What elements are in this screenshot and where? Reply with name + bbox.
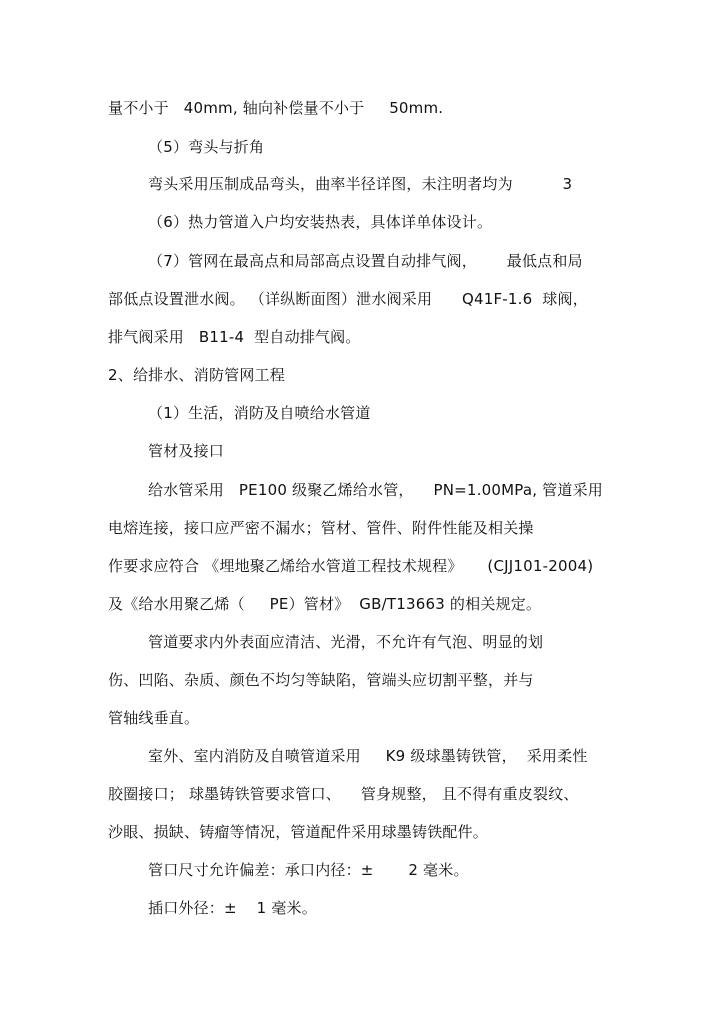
text-line: 排气阀采用 B11-4 型自动排气阀。 — [108, 328, 361, 346]
section-heading: （7）管网在最高点和局部高点设置自动排气阀， 最低点和局 — [148, 252, 583, 270]
text-line: 管道要求内外表面应清洁、光滑，不允许有气泡、明显的划 — [148, 633, 544, 651]
subheading: 管材及接口 — [148, 442, 225, 460]
section-title: 2、给排水、消防管网工程 — [108, 366, 285, 384]
section-heading: （1）生活，消防及自喷给水管道 — [148, 404, 371, 422]
text-line: 及《给水用聚乙烯（ PE）管材》 GB/T13663 的相关规定。 — [108, 595, 542, 613]
text-line: 伤、凹陷、杂质、颜色不均匀等缺陷，管端头应切割平整，并与 — [108, 671, 534, 689]
text-line: 管轴线垂直。 — [108, 709, 200, 727]
text-line: 给水管采用 PE100 级聚乙烯给水管， PN=1.00MPa, 管道采用 — [148, 481, 603, 499]
section-heading: （6）热力管道入户均安装热表，具体详单体设计。 — [148, 213, 493, 231]
text-line: 室外、室内消防及自喷管道采用 K9 级球墨铸铁管， 采用柔性 — [148, 747, 588, 765]
text-line: 弯头采用压制成品弯头，曲率半径详图，未注明者均为 3 — [148, 175, 573, 193]
text-line: 电熔连接，接口应严密不漏水；管材、管件、附件性能及相关操 — [108, 519, 534, 537]
text-line: 管口尺寸允许偏差：承口内径：± 2 毫米。 — [148, 861, 469, 879]
section-heading: （5）弯头与折角 — [148, 138, 265, 156]
text-line: 沙眼、损缺、铸瘤等情况，管道配件采用球墨铸铁配件。 — [108, 823, 489, 841]
text-line: 部低点设置泄水阀。 （详纵断面图）泄水阀采用 Q41F-1.6 球阀， — [108, 290, 588, 308]
text-line: 插口外径：± 1 毫米。 — [148, 899, 317, 917]
text-line: 胶圈接口； 球墨铸铁管要求管口、 管身规整， 且不得有重皮裂纹、 — [108, 785, 579, 803]
text-line: 作要求应符合 《埋地聚乙烯给水管道工程技术规程》 (CJJ101-2004) — [108, 557, 594, 575]
text-line: 量不小于 40mm, 轴向补偿量不小于 50mm. — [108, 99, 444, 117]
